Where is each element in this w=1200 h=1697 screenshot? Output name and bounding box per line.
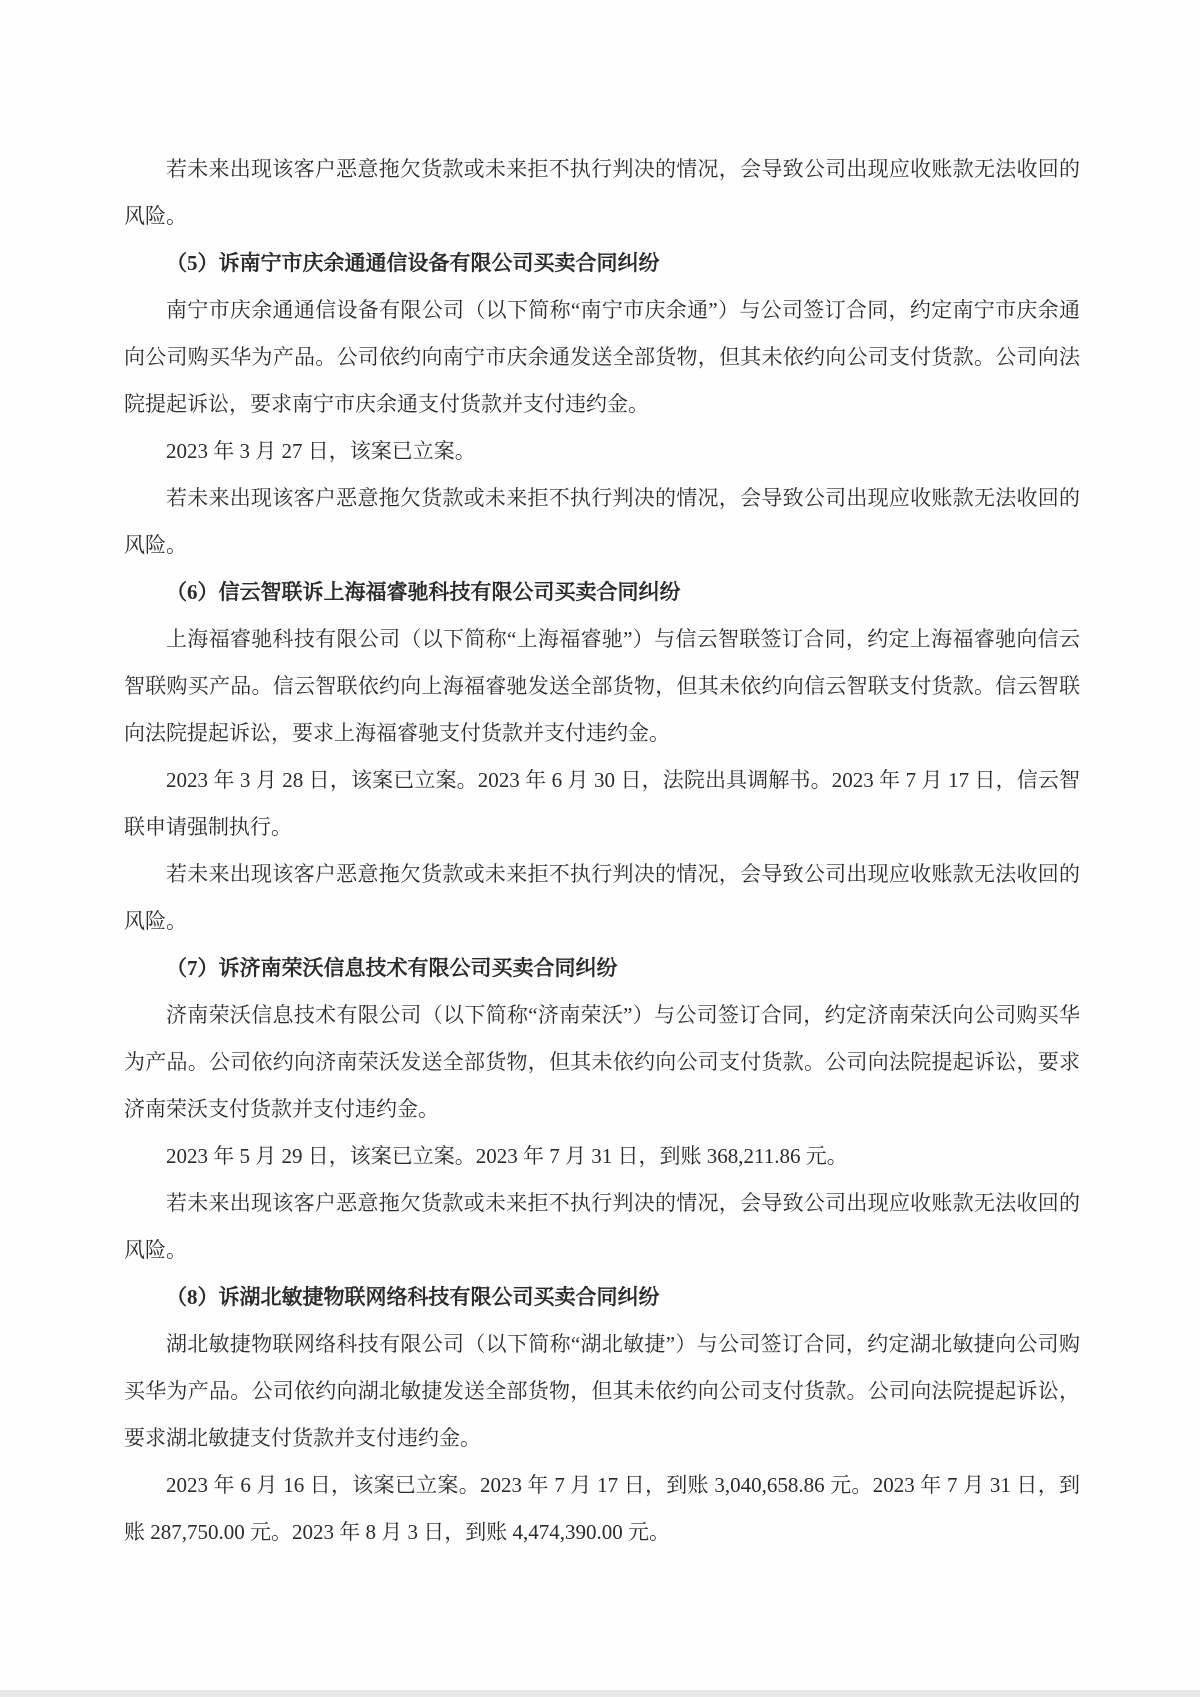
body-paragraph: 湖北敏捷物联网络科技有限公司（以下简称“湖北敏捷”）与公司签订合同，约定湖北敏捷向公司购买华为产品。公司依约向湖北敏捷发送全部货物，但其未依约向公司支付货款。公司向法院提起诉讼，要求湖北敏捷支付货款并支付违约金。 — [124, 1332, 1080, 1450]
body-paragraph: 上海福睿驰科技有限公司（以下简称“上海福睿驰”）与信云智联签订合同，约定上海福睿驰向信云智联购买产品。信云智联依约向上海福睿驰发送全部货物，但其未依约向信云智联支付货款。信云智联向法院提起诉讼，要求上海福睿驰支付货款并支付违约金。 — [124, 627, 1080, 745]
body-paragraph: 若未来出现该客户恶意拖欠货款或未来拒不执行判决的情况，会导致公司出现应收账款无法收回的风险。 — [124, 1191, 1080, 1262]
section-heading: （7）诉济南荣沃信息技术有限公司买卖合同纠纷 — [166, 956, 618, 980]
body-paragraph: 2023 年 5 月 29 日，该案已立案。2023 年 7 月 31 日，到账 368,211.86 元。 — [166, 1144, 848, 1168]
section-heading: （5）诉南宁市庆余通通信设备有限公司买卖合同纠纷 — [166, 251, 660, 275]
body-paragraph: 济南荣沃信息技术有限公司（以下简称“济南荣沃”）与公司签订合同，约定济南荣沃向公司购买华为产品。公司依约向济南荣沃发送全部货物，但其未依约向公司支付货款。公司向法院提起诉讼，要求济南荣沃支付货款并支付违约金。 — [124, 1003, 1080, 1121]
document-body — [124, 146, 1080, 1556]
page-bottom-edge — [0, 1690, 1200, 1697]
section-heading: （6）信云智联诉上海福睿驰科技有限公司买卖合同纠纷 — [166, 580, 681, 604]
section-heading: （8）诉湖北敏捷物联网络科技有限公司买卖合同纠纷 — [166, 1285, 660, 1309]
body-paragraph: 南宁市庆余通通信设备有限公司（以下简称“南宁市庆余通”）与公司签订合同，约定南宁市庆余通向公司购买华为产品。公司依约向南宁市庆余通发送全部货物，但其未依约向公司支付货款。公司向法院提起诉讼，要求南宁市庆余通支付货款并支付违约金。 — [124, 298, 1080, 416]
body-paragraph: 2023 年 6 月 16 日，该案已立案。2023 年 7 月 17 日，到账 3,040,658.86 元。2023 年 7 月 31 日，到账 287,750.00 元。2023 年 8 月 3 日，到账 4,474,390.00 元。 — [124, 1473, 1080, 1544]
body-paragraph: 若未来出现该客户恶意拖欠货款或未来拒不执行判决的情况，会导致公司出现应收账款无法收回的风险。 — [124, 157, 1080, 228]
body-paragraph: 若未来出现该客户恶意拖欠货款或未来拒不执行判决的情况，会导致公司出现应收账款无法收回的风险。 — [124, 486, 1080, 557]
body-paragraph: 2023 年 3 月 28 日，该案已立案。2023 年 6 月 30 日，法院出具调解书。2023 年 7 月 17 日，信云智联申请强制执行。 — [124, 768, 1080, 839]
body-paragraph: 2023 年 3 月 27 日，该案已立案。 — [166, 439, 476, 463]
body-paragraph: 若未来出现该客户恶意拖欠货款或未来拒不执行判决的情况，会导致公司出现应收账款无法收回的风险。 — [124, 862, 1080, 933]
